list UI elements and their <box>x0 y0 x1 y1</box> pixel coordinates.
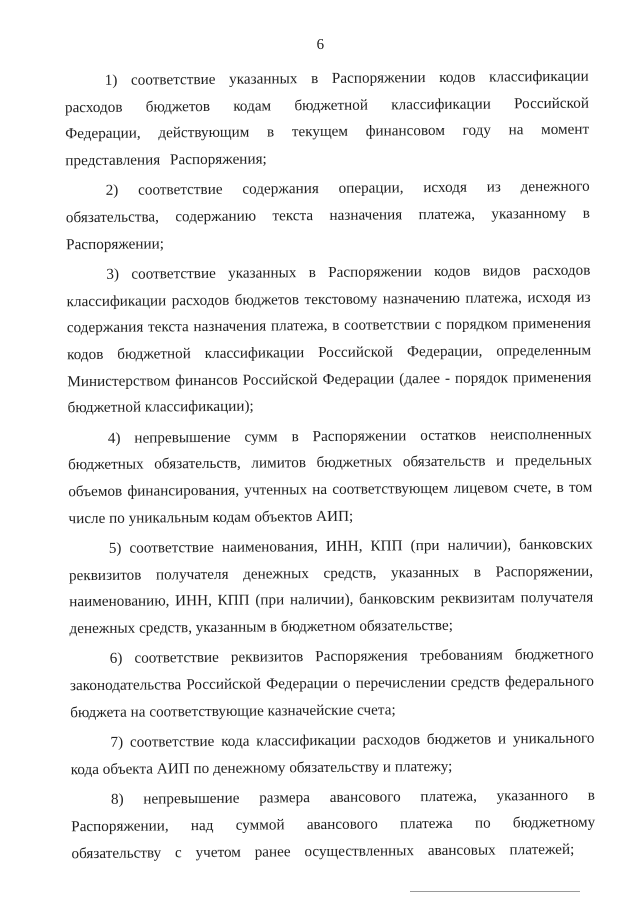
document-body <box>65 64 596 872</box>
list-item-5: 5) соответствие наименования, ИНН, КПП (при наличии), банковских реквизитов получателя денежных средств, указанных в Распоряжении, наименованию, ИНН, КПП (при наличии), банковским реквизитам получателя денежных средств, указанным в бюджетном обязательстве; <box>68 535 594 638</box>
list-item-8: 8) непревышение размера авансового платежа, указанного в Распоряжении, над суммой авансового платежа по бюджетному обязательству с учетом ранее осуществленных авансовых платежей; <box>71 787 596 862</box>
list-item-3: 3) соответствие указанных в Распоряжении кодов видов расходов классификации расходов бюджетов текстовому назначению платежа, исходя из содержания текста назначения платежа, в соответствии с порядком применения кодов бюджетной классификации Российской Федерации, определенным Министерством финансов Российской Федерации (далее - порядок применения бюджетной классификации); <box>66 261 592 417</box>
list-item-6: 6) соответствие реквизитов Распоряжения требованиям бюджетного законодательства Российской Федерации о перечислении средств федерального бюджета на соответствующие казначейские счета; <box>69 646 595 721</box>
list-item-4: 4) непревышение сумм в Распоряжении остатков неисполненных бюджетных обязательств, лимитов бюджетных обязательств и предельных объемов финансирования, учтенных на соответствующем лицевом счете, в том числе по уникальным кодам объектов АИП; <box>67 425 593 527</box>
list-item-1: 1) соответствие указанных в Распоряжении кодов классификации расходов бюджетов кодам бюджетной классификации Российской Федерации, действующим в текущем финансовом году на момент представления Распоряжения; <box>64 67 590 170</box>
scan-edge-line <box>410 891 580 892</box>
list-item-2: 2) соответствие содержания операции, исходя из денежного обязательства, содержанию текста назначения платежа, указанному в Распоряжении; <box>65 178 590 253</box>
list-item-7: 7) соответствие кода классификации расходов бюджетов и уникального кода объекта АИП по денежному обязательству и платежу; <box>70 729 595 779</box>
page-number: 6 <box>316 36 325 54</box>
